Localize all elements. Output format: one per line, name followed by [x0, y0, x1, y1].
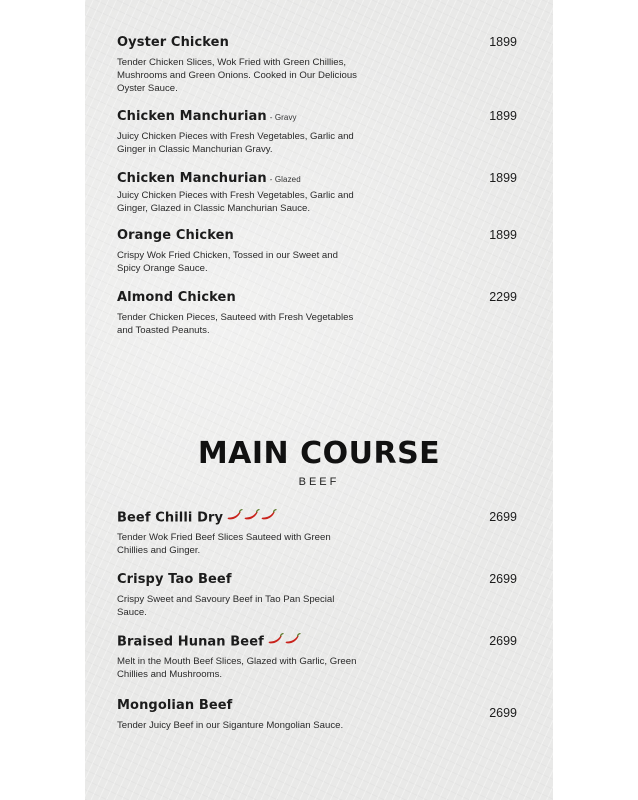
item-price: 1899 — [489, 35, 517, 49]
item-price: 1899 — [489, 109, 517, 123]
menu-item-orange-chicken — [117, 227, 527, 275]
section-title: MAIN COURSE — [197, 436, 441, 471]
menu-item-beef-chilli-dry — [117, 509, 527, 557]
item-price: 2699 — [489, 510, 517, 524]
item-price: 1899 — [489, 228, 517, 242]
item-description: Crispy Wok Fried Chicken, Tossed in our Sweet and Spicy Orange Sauce. — [117, 250, 338, 274]
menu-item-chicken-manchurian-glazed — [117, 170, 527, 215]
item-price: 2299 — [489, 290, 517, 304]
item-name: Chicken Manchurian — [117, 109, 267, 124]
item-name: Braised Hunan Beef — [117, 634, 264, 650]
item-name: Almond Chicken — [117, 290, 236, 305]
item-name: Beef Chilli Dry — [117, 510, 224, 526]
menu-item-braised-hunan-beef — [117, 633, 527, 681]
item-name: Crispy Tao Beef — [117, 572, 232, 587]
item-name: Mongolian Beef — [117, 698, 233, 713]
item-name: Chicken Manchurian — [117, 171, 267, 186]
item-price: 2699 — [489, 634, 517, 648]
item-description: Tender Chicken Slices, Wok Fried with Green Chillies, Mushrooms and Green Onions. Cooked in Our Delicious Oyster Sauce. — [117, 57, 357, 94]
menu-item-almond-chicken — [117, 289, 527, 337]
section-subtitle: BEEF — [298, 476, 340, 488]
item-description: Tender Chicken Pieces, Sauteed with Fresh Vegetables and Toasted Peanuts. — [117, 312, 354, 336]
item-description: Juicy Chicken Pieces with Fresh Vegetables, Garlic and Ginger in Classic Manchurian Gravy. — [117, 131, 354, 155]
menu-item-crispy-tao-beef — [117, 571, 527, 619]
item-price: 1899 — [489, 171, 517, 185]
item-description: Juicy Chicken Pieces with Fresh Vegetables, Garlic and Ginger, Glazed in Classic Manchurian Sauce. — [117, 190, 354, 214]
item-price: 2699 — [489, 706, 517, 720]
chili-pepper-icon — [227, 509, 243, 521]
menu-page — [85, 0, 553, 800]
item-description: Melt in the Mouth Beef Slices, Glazed with Garlic, Green Chillies and Mushrooms. — [117, 656, 357, 680]
item-description: Crispy Sweet and Savoury Beef in Tao Pan Special Sauce. — [117, 594, 335, 618]
item-variant: - Glazed — [269, 175, 301, 184]
menu-item-oyster-chicken — [117, 34, 527, 95]
spice-level — [268, 633, 302, 651]
spice-level — [227, 509, 278, 527]
item-variant: - Gravy — [269, 113, 297, 122]
chili-pepper-icon — [244, 509, 260, 521]
item-name: Orange Chicken — [117, 228, 234, 243]
menu-item-mongolian-beef — [117, 697, 527, 732]
item-name: Oyster Chicken — [117, 35, 229, 50]
chili-pepper-icon — [268, 633, 284, 645]
item-description: Tender Wok Fried Beef Slices Sauteed with Green Chillies and Ginger. — [117, 532, 331, 556]
chili-pepper-icon — [285, 633, 301, 645]
menu-item-chicken-manchurian-gravy — [117, 108, 527, 156]
item-description: Tender Juicy Beef in our Siganture Mongolian Sauce. — [117, 720, 344, 731]
chili-pepper-icon — [261, 509, 277, 521]
item-price: 2699 — [489, 572, 517, 586]
